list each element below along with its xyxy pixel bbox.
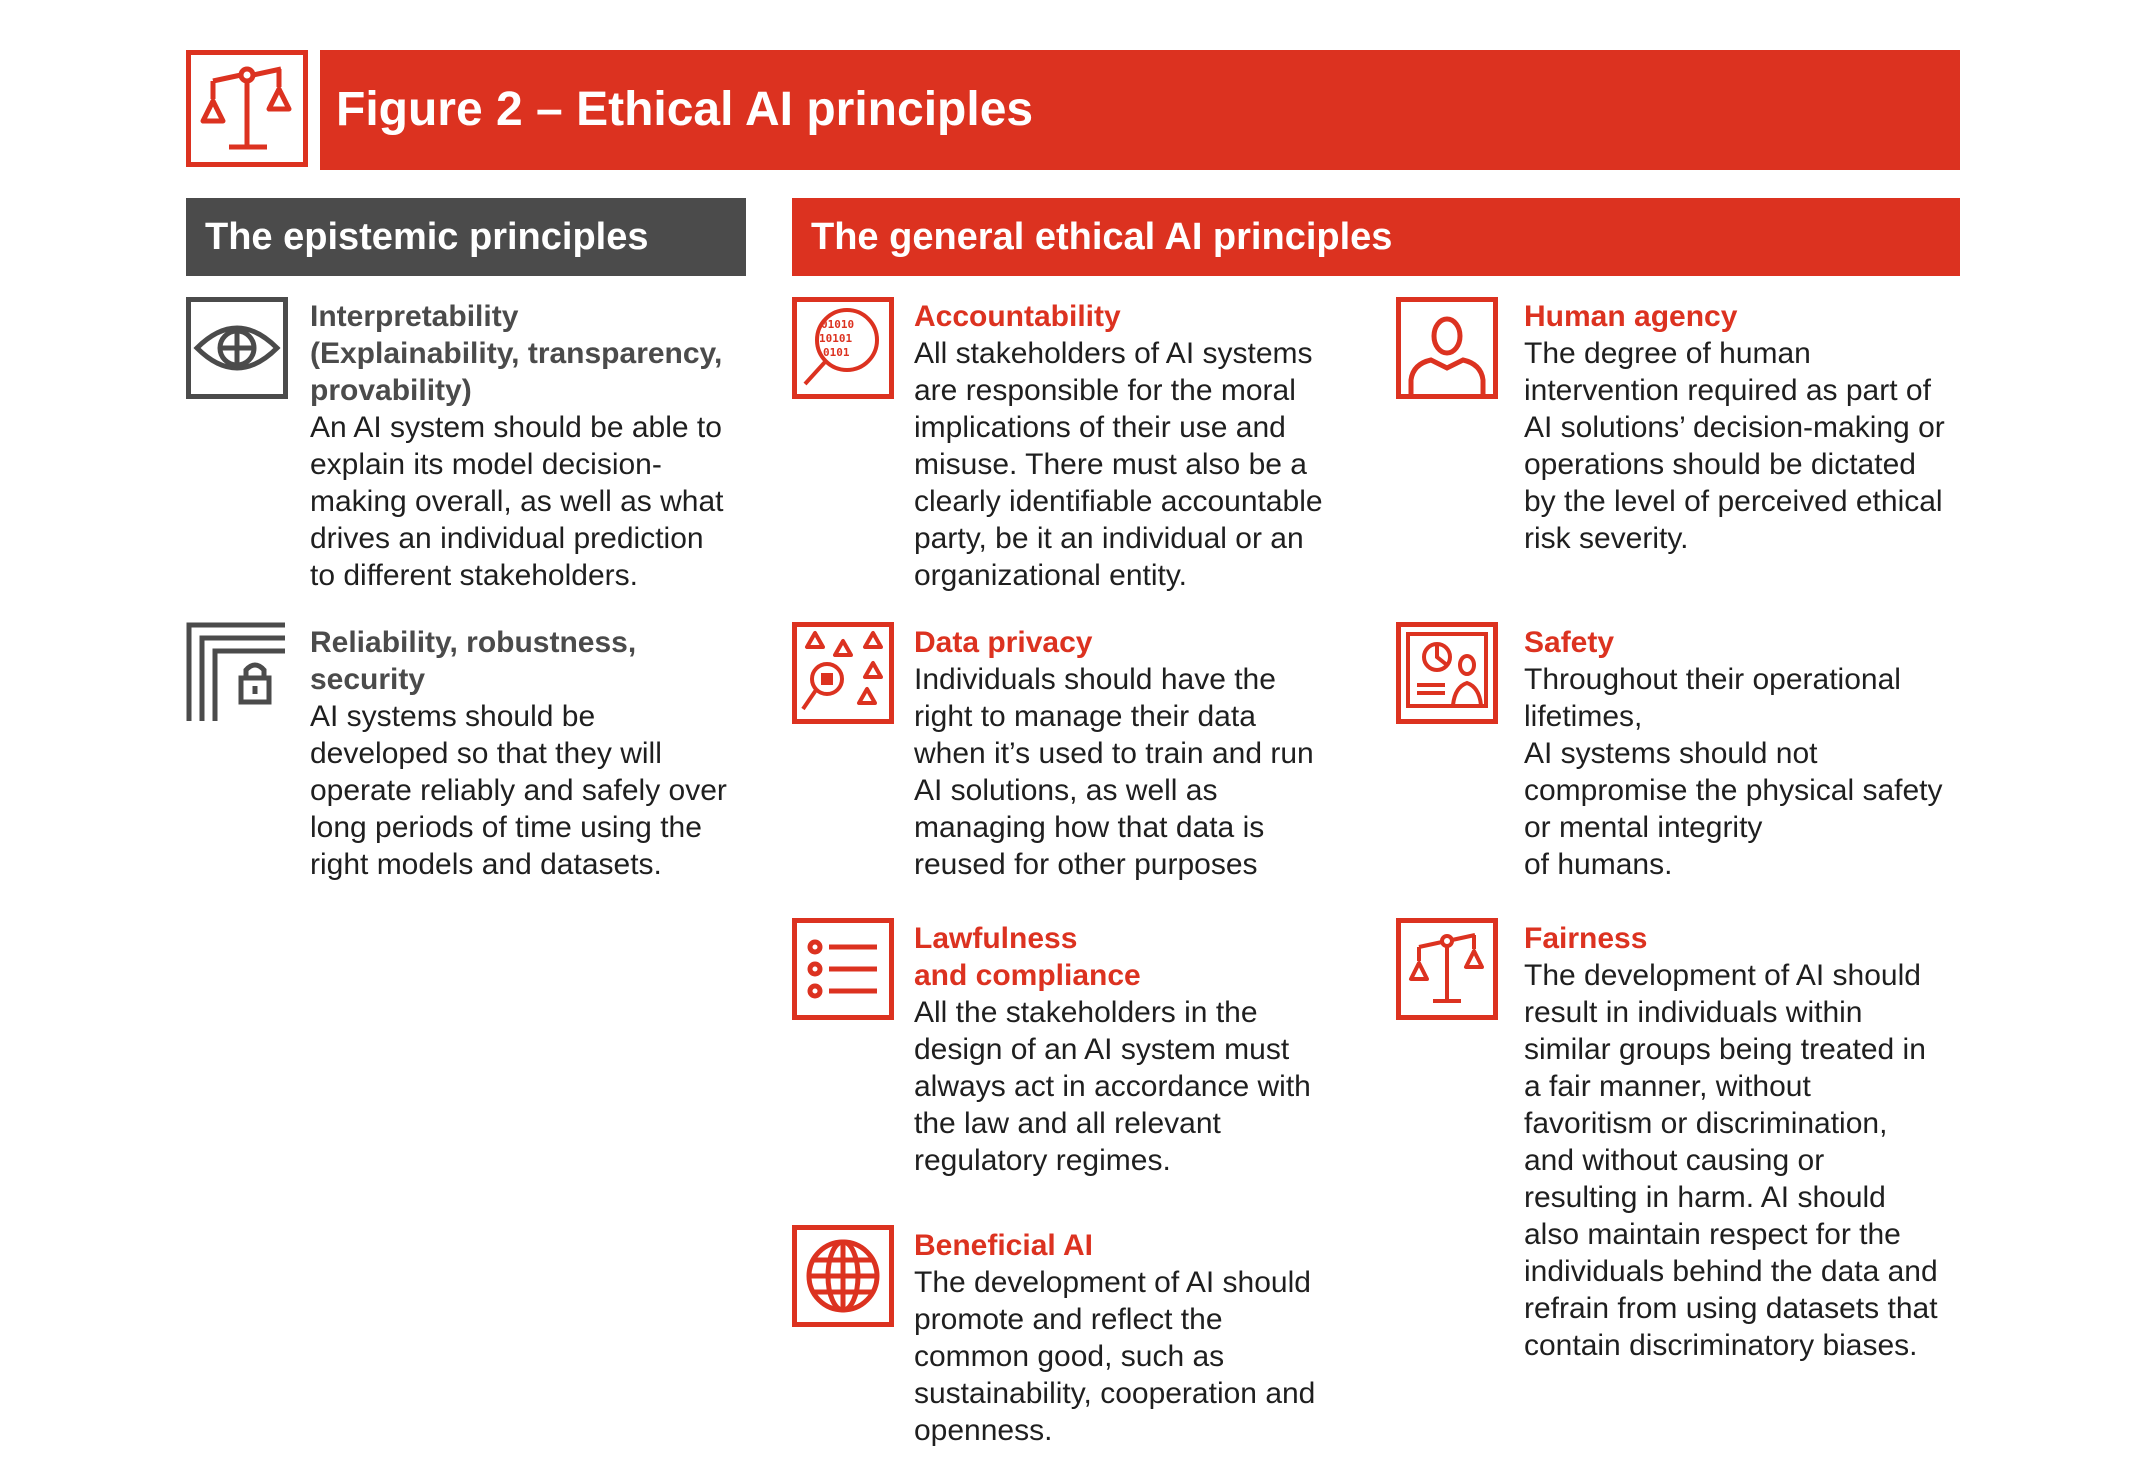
principle-accountability	[914, 298, 1354, 594]
lock-layers-icon	[186, 622, 288, 724]
principle-title: Accountability	[914, 300, 1121, 333]
binary-magnifier-icon	[792, 297, 894, 399]
principle-interpretability	[310, 298, 750, 594]
principle-description: The development of AI should result in individuals within similar groups being treated in a fair manner, without favoritism or discrimination, and without causing or resulting in harm. AI should also maintain respect for the individuals behind the data and refrain from using datasets that contain discriminatory biases.	[1524, 959, 1938, 1362]
svg-text:0101: 0101	[823, 346, 850, 359]
principle-data-privacy	[914, 624, 1354, 883]
principle-description: The degree of human intervention required as part of AI solutions’ decision-making or operations should be dictated by the level of perceived ethical risk severity.	[1524, 337, 1945, 555]
principle-description: All the stakeholders in the design of an AI system must always act in accordance with the law and all relevant regulatory regimes.	[914, 996, 1311, 1177]
principle-title: Lawfulness and compliance	[914, 922, 1141, 992]
general-heading: The general ethical AI principles	[792, 198, 1960, 276]
principle-beneficial-ai	[914, 1227, 1354, 1449]
principle-description: Throughout their operational lifetimes, AI systems should not compromise the physical safety or mental integrity of humans.	[1524, 663, 1943, 881]
principle-description: The development of AI should promote and reflect the common good, such as sustainability, cooperation and openness.	[914, 1266, 1316, 1447]
safety-screen-icon	[1396, 622, 1498, 724]
principle-reliability	[310, 624, 750, 883]
principle-title: Fairness	[1524, 922, 1648, 955]
figure-title: Figure 2 – Ethical AI principles	[336, 83, 1034, 136]
globe-icon	[792, 1225, 894, 1327]
svg-text:01010: 01010	[821, 318, 855, 331]
checklist-icon	[792, 918, 894, 1020]
principle-title: Beneficial AI	[914, 1229, 1093, 1262]
principle-title: Human agency	[1524, 300, 1738, 333]
principle-fairness	[1524, 920, 1960, 1364]
principle-description: Individuals should have the right to manage their data when it’s used to train and run AI solutions, as well as managing how that data is reused for other purposes	[914, 663, 1314, 881]
principle-human-agency	[1524, 298, 1960, 557]
epistemic-heading: The epistemic principles	[186, 198, 746, 276]
eye-icon	[186, 297, 288, 399]
principle-description: AI systems should be developed so that they will operate reliably and safely over long periods of time using the right models and datasets.	[310, 700, 727, 881]
principle-description: All stakeholders of AI systems are responsible for the moral implications of their use and misuse. There must also be a clearly identifiable accountable party, be it an individual or an organizational entity.	[914, 337, 1323, 592]
principle-lawfulness	[914, 920, 1354, 1179]
scales-icon	[1396, 918, 1498, 1020]
data-privacy-icon	[792, 622, 894, 724]
principle-title: Data privacy	[914, 626, 1093, 659]
principle-safety	[1524, 624, 1960, 883]
svg-text:10101: 10101	[819, 332, 853, 345]
principle-description: An AI system should be able to explain its model decision- making overall, as well as what drives an individual prediction to different stakeholders.	[310, 411, 724, 592]
principle-title: Reliability, robustness, security	[310, 626, 637, 696]
scales-icon	[186, 50, 308, 167]
person-icon	[1396, 297, 1498, 399]
principle-title: Safety	[1524, 626, 1615, 659]
principle-title: Interpretability (Explainability, transparency, provability)	[310, 300, 723, 407]
